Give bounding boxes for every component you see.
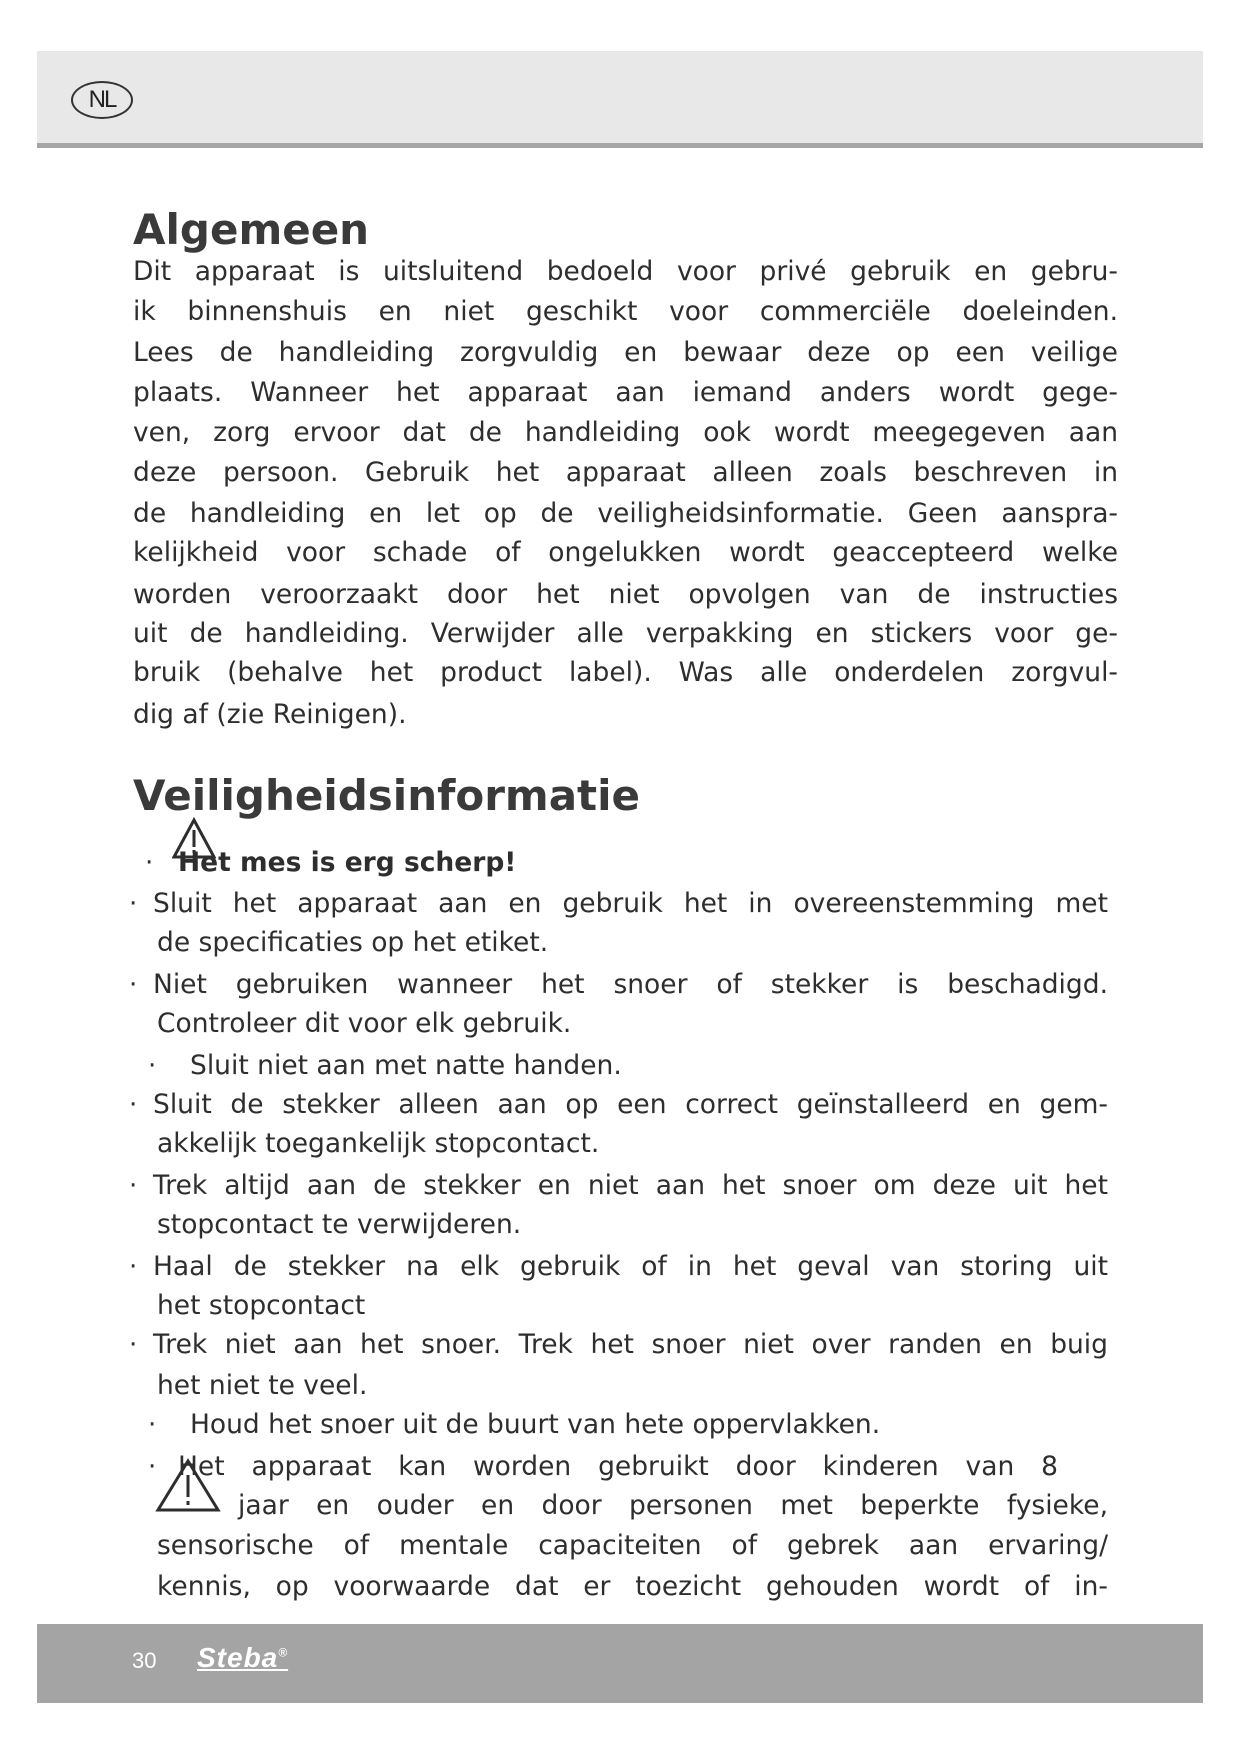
paragraph-line: bruik (behalve het product label). Was alle onderdelen zorgvul- <box>133 657 1118 688</box>
paragraph-line: ik binnenshuis en niet geschikt voor commerciële doeleinden. <box>133 296 1118 327</box>
safety-line: Sluit de stekker alleen aan op een correct geïnstalleerd en gem- <box>153 1089 1108 1120</box>
bullet: · <box>129 970 138 1000</box>
paragraph-line: ven, zorg ervoor dat de handleiding ook wordt meegegeven aan <box>133 417 1118 448</box>
paragraph-line: Dit apparaat is uitsluitend bedoeld voor privé gebruik en gebru- <box>133 256 1118 287</box>
paragraph-line: plaats. Wanneer het apparaat aan iemand anders wordt gege- <box>133 377 1118 408</box>
paragraph-line: Lees de handleiding zorgvuldig en bewaar deze op een veilige <box>133 337 1118 368</box>
warning-title: Het mes is erg scherp! <box>178 847 517 878</box>
page-header <box>37 51 1203 148</box>
paragraph-line: uit de handleiding. Verwijder alle verpakking en stickers voor ge- <box>133 618 1118 649</box>
paragraph-line: dig af (zie Reinigen). <box>133 699 407 730</box>
safety-line: sensorische of mentale capaciteiten of gebrek aan ervaring/ <box>157 1530 1108 1561</box>
safety-line: Sluit het apparaat aan en gebruik het in overeenstemming met <box>153 888 1108 919</box>
safety-line: akkelijk toegankelijk stopcontact. <box>157 1128 600 1159</box>
paragraph-line: worden veroorzaakt door het niet opvolgen van de instructies <box>133 579 1118 610</box>
page-footer <box>37 1624 1203 1703</box>
bullet: · <box>129 889 138 919</box>
bullet: · <box>129 1171 138 1201</box>
safety-line: Haal de stekker na elk gebruik of in het geval van storing uit <box>153 1251 1108 1282</box>
page-number: 30 <box>132 1648 157 1673</box>
bullet: · <box>145 848 154 878</box>
bullet: · <box>148 1452 157 1482</box>
safety-line: stopcontact te verwijderen. <box>157 1209 522 1240</box>
safety-line: het niet te veel. <box>157 1370 368 1401</box>
paragraph-line: de handleiding en let op de veiligheidsinformatie. Geen aanspra- <box>133 498 1118 529</box>
language-badge: NL <box>71 81 133 119</box>
bullet: · <box>148 1410 157 1440</box>
safety-line: Trek niet aan het snoer. Trek het snoer niet over randen en buig <box>153 1329 1108 1360</box>
safety-line: kennis, op voorwaarde dat er toezicht gehouden wordt of in- <box>157 1571 1108 1602</box>
safety-line: de specificaties op het etiket. <box>157 927 549 958</box>
safety-line: jaar en ouder en door personen met beperkte fysieke, <box>238 1490 1108 1521</box>
safety-line: Controleer dit voor elk gebruik. <box>157 1008 572 1039</box>
safety-line: Sluit niet aan met natte handen. <box>190 1050 622 1081</box>
bullet: · <box>129 1330 138 1360</box>
safety-line: Niet gebruiken wanneer het snoer of stekker is beschadigd. <box>153 969 1108 1000</box>
bullet: · <box>148 1051 157 1081</box>
bullet: · <box>129 1090 138 1120</box>
safety-line: Trek altijd aan de stekker en niet aan het snoer om deze uit het <box>153 1170 1108 1201</box>
paragraph-line: deze persoon. Gebruik het apparaat alleen zoals beschreven in <box>133 457 1118 488</box>
brand-logo: Steba® <box>197 1642 289 1673</box>
section-title-algemeen: Algemeen <box>133 205 370 254</box>
section-title-veiligheidsinformatie: Veiligheidsinformatie <box>133 771 640 820</box>
safety-line: het stopcontact <box>157 1290 366 1321</box>
bullet: · <box>129 1252 138 1282</box>
safety-line: Het apparaat kan worden gebruikt door kinderen van 8 <box>178 1451 1058 1482</box>
paragraph-line: kelijkheid voor schade of ongelukken wordt geaccepteerd welke <box>133 537 1118 568</box>
safety-line: Houd het snoer uit de buurt van hete oppervlakken. <box>190 1409 881 1440</box>
